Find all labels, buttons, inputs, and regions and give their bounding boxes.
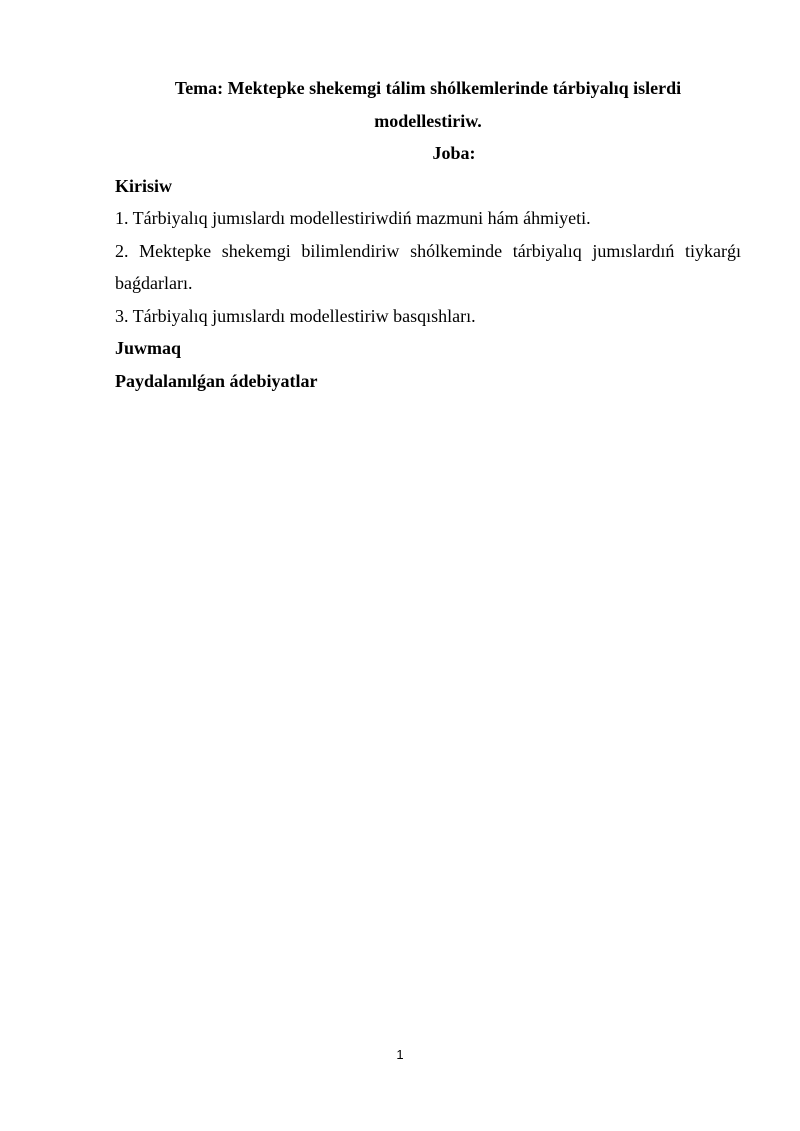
plan-item-1: 1. Tárbiyalıq jumıslardı modellestiriwdiń mazmuni hám áhmiyeti. (115, 208, 591, 228)
page-number: 1 (396, 1047, 404, 1062)
intro-heading: Kirisiw (115, 175, 172, 196)
plan-heading: Joba: (432, 143, 476, 163)
plan-item-3: 3. Tárbiyalıq jumıslardı modellestiriw basqıshları. (115, 305, 476, 326)
document-title (115, 72, 741, 137)
title-line-1: Tema: Mektepke shekemgi tálim shólkemlerinde tárbiyalıq islerdi (174, 78, 682, 98)
title-line-2: modellestiriw. (374, 110, 482, 131)
plan-item-2: 2. Mektepke shekemgi bilimlendiriw shólkeminde tárbiyalıq jumıslardıń tiykarǵı baǵdarları. (115, 240, 741, 293)
document-content (115, 72, 741, 397)
references-heading: Paydalanılǵan ádebiyatlar (115, 370, 318, 391)
conclusion-heading: Juwmaq (115, 338, 182, 358)
